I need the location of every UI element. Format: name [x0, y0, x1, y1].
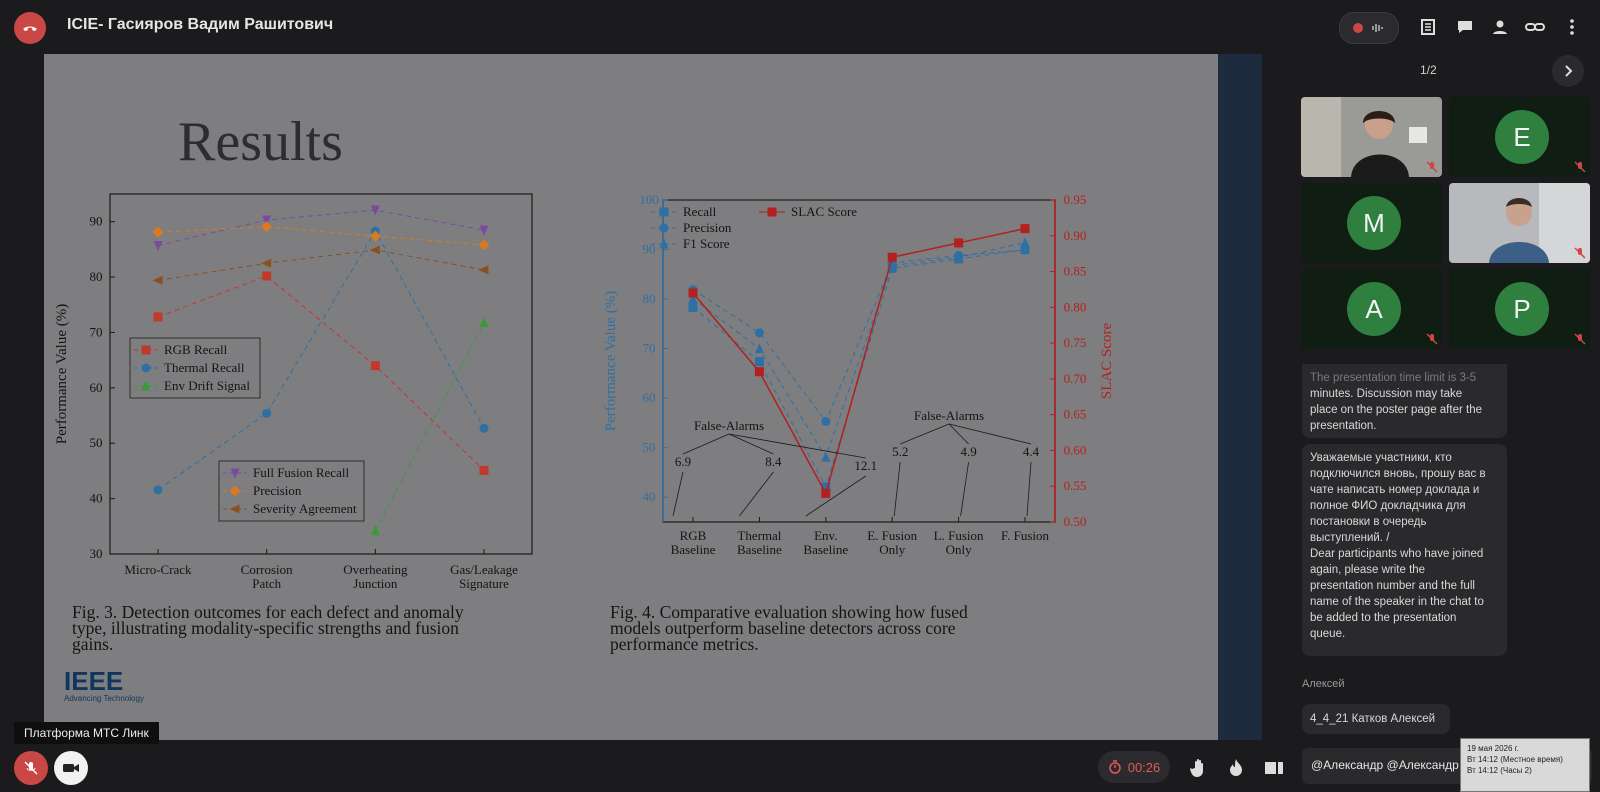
raise-hand-icon[interactable] [1186, 755, 1212, 781]
annotation-value: 12.1 [854, 458, 878, 473]
reactions-icon[interactable] [1223, 755, 1249, 781]
chat-line: 4_4_21 Катков Алексей [1310, 713, 1436, 725]
y-tick-label: 90 [89, 213, 103, 229]
tooltip-line: Вт 14:12 (Местное время) [1467, 755, 1563, 764]
x-tick-label: L. Fusion [933, 528, 984, 543]
y2-tick-label: 0.65 [1063, 406, 1087, 422]
data-point [261, 259, 271, 268]
data-point [755, 343, 764, 353]
data-point [755, 367, 764, 376]
participant-tile[interactable] [1301, 97, 1442, 177]
annotation-arrow [729, 434, 866, 458]
caption-line: performance metrics. [610, 634, 759, 654]
y2-tick-label: 0.70 [1063, 370, 1087, 386]
data-point [821, 452, 830, 462]
y-tick-label: 60 [642, 390, 656, 406]
x-tick-label: Micro-Crack [124, 562, 192, 577]
fig3-caption [72, 604, 464, 652]
y-tick-label: 60 [89, 379, 103, 395]
data-point [480, 226, 489, 236]
annotation-value: 8.4 [765, 454, 782, 469]
chat-message [1302, 364, 1507, 438]
data-point [371, 361, 380, 370]
data-point [1021, 237, 1030, 247]
series-line [375, 322, 484, 530]
chat-line: Dear participants who have joined [1310, 548, 1484, 560]
chat-line: выступлений. / [1310, 532, 1390, 544]
y2-tick-label: 0.55 [1063, 478, 1087, 494]
series-line [693, 250, 1025, 421]
annotation-arrow [961, 462, 969, 516]
chat-input-value: @Александр @Александр [1311, 758, 1459, 772]
annotation-value: 4.9 [960, 444, 977, 459]
chat-line: place on the poster page after the [1310, 404, 1482, 416]
chat-author: Алексей [1302, 678, 1345, 690]
data-point [755, 357, 764, 366]
legend-marker [142, 364, 151, 373]
camera-toggle-button[interactable] [54, 751, 88, 785]
series-line [158, 250, 484, 280]
legend-marker [142, 346, 151, 355]
data-point [479, 265, 489, 274]
shared-screen [44, 54, 1262, 740]
y2-tick-label: 0.80 [1063, 299, 1087, 315]
recording-indicator[interactable] [1339, 12, 1399, 44]
legend-label: Env Drift Signal [164, 378, 250, 393]
ieee-logo-text: IEEE [64, 666, 124, 696]
participant-tile[interactable] [1449, 183, 1590, 263]
y2-tick-label: 0.50 [1063, 514, 1087, 529]
chat-line: name of the speaker in the chat to [1310, 596, 1484, 608]
data-point [262, 409, 271, 418]
annotation-arrow [1027, 462, 1031, 516]
legend-label: Precision [253, 483, 302, 498]
caption-line: gains. [72, 634, 114, 654]
y-tick-label: 50 [89, 435, 103, 451]
data-point [689, 303, 698, 312]
x-tick-label: Baseline [737, 542, 782, 557]
data-point [153, 276, 163, 285]
datetime-tooltip [1460, 738, 1590, 792]
avatar: P [1495, 282, 1549, 336]
data-point [261, 221, 272, 232]
caption-line: Fig. 3. Detection outcomes for each defect and anomaly [72, 602, 464, 622]
chat-line: queue. [1310, 628, 1346, 640]
y2-tick-label: 0.90 [1063, 227, 1087, 243]
legend-label: Precision [683, 220, 732, 235]
participant-tile[interactable] [1449, 269, 1590, 349]
annotation-arrow [729, 434, 773, 454]
next-page-button[interactable] [1552, 55, 1584, 87]
x-tick-label: Baseline [803, 542, 849, 557]
x-tick-label: Signature [459, 576, 509, 591]
y2-tick-label: 0.75 [1063, 335, 1087, 351]
legend-label: Thermal Recall [164, 360, 245, 375]
participant-tile[interactable] [1301, 183, 1442, 263]
phone-hangup-icon [21, 19, 39, 37]
avatar: M [1347, 196, 1401, 250]
data-point [480, 466, 489, 475]
data-point [1021, 224, 1030, 233]
annotation-arrow [894, 462, 900, 516]
mic-muted-icon [1426, 333, 1438, 345]
ieee-logo [64, 666, 144, 703]
caption-line: Fig. 4. Comparative evaluation showing how fused [610, 602, 968, 622]
chat-line: чате написать номер доклада и [1310, 484, 1480, 496]
timer-value: 00:26 [1127, 759, 1161, 775]
camera-icon [62, 761, 80, 775]
x-tick-label: RGB [679, 528, 707, 543]
y-tick-label: 100 [639, 192, 659, 207]
conference-title: ICIE- Гасияров Вадим Рашитович [67, 16, 334, 33]
fig3-chart [44, 184, 564, 604]
legend-marker [230, 486, 241, 497]
top-bar [0, 0, 1600, 52]
chat-line: Уважаемые участники, кто [1310, 452, 1452, 464]
data-point [153, 227, 164, 238]
x-tick-label: F. Fusion [1000, 528, 1050, 543]
legend-label: Full Fusion Recall [253, 465, 350, 480]
data-point [370, 245, 380, 254]
participant-tile[interactable] [1301, 269, 1442, 349]
audio-wave-icon [1371, 21, 1385, 35]
chat-line: The presentation time limit is 3-5 [1310, 372, 1477, 384]
layout-icon[interactable] [1261, 755, 1287, 781]
y2-tick-label: 0.85 [1063, 263, 1087, 279]
annotation-value: 4.4 [1022, 444, 1040, 459]
caption-line: models outperform baseline detectors across core [610, 618, 956, 638]
y2-axis-label: SLAC Score [1099, 322, 1115, 400]
x-tick-label: Gas/Leakage [450, 562, 518, 577]
participant-tile[interactable] [1449, 97, 1590, 177]
chat-message [1302, 704, 1450, 734]
annotation-arrow [949, 424, 1031, 444]
slide-title: Results [178, 111, 343, 173]
mic-muted-icon [1426, 161, 1438, 173]
chat-line: again, please write the [1310, 564, 1426, 576]
x-tick-label: Env. [814, 528, 838, 543]
data-point [480, 317, 489, 327]
notes-icon[interactable] [1416, 15, 1440, 39]
stopwatch-icon [1108, 760, 1122, 774]
chevron-right-icon [1563, 65, 1573, 77]
x-tick-label: Thermal [737, 528, 782, 543]
x-tick-label: Junction [353, 576, 398, 591]
tooltip-line: Вт 14:12 (Часы 2) [1467, 766, 1532, 775]
legend-label: Recall [683, 204, 717, 219]
annotation-arrow [806, 476, 866, 516]
x-tick-label: Only [879, 542, 906, 557]
chat-message [1302, 444, 1507, 656]
leave-call-button[interactable] [14, 12, 46, 44]
fig4-caption [610, 604, 968, 652]
y-tick-label: 30 [89, 546, 103, 561]
caption-line: type, illustrating modality-specific strengths and fusion [72, 618, 459, 638]
participants-icon[interactable] [1488, 15, 1512, 39]
chat-line: minutes. Discussion may take [1310, 388, 1463, 400]
y-tick-label: 70 [642, 340, 656, 356]
link-icon[interactable] [1523, 15, 1547, 39]
annotation-arrow [683, 434, 729, 454]
data-point [755, 328, 764, 337]
data-point [262, 271, 271, 280]
y2-tick-label: 0.95 [1063, 192, 1087, 207]
legend-marker [660, 208, 669, 217]
annotation-arrow [900, 424, 949, 444]
chat-line: be added to the presentation [1310, 612, 1457, 624]
legend-marker [230, 505, 240, 514]
x-tick-label: E. Fusion [867, 528, 918, 543]
legend-label: RGB Recall [164, 342, 228, 357]
y-tick-label: 70 [89, 324, 103, 340]
chat-line: presentation number and the full [1310, 580, 1475, 592]
mic-muted-icon [1574, 247, 1586, 259]
y-tick-label: 40 [642, 489, 656, 505]
data-point [821, 417, 830, 426]
data-point [371, 525, 380, 535]
annotation-arrow [673, 472, 683, 516]
y-axis-label: Performance Value (%) [603, 290, 619, 432]
record-dot-icon [1353, 23, 1363, 33]
y-tick-label: 80 [89, 269, 103, 285]
data-point [480, 424, 489, 433]
participant-video [1449, 183, 1590, 263]
chat-line: постановки в очередь [1310, 516, 1427, 528]
page-indicator: 1/2 [1420, 63, 1437, 77]
data-point [154, 241, 163, 251]
speaking-timer[interactable] [1098, 751, 1170, 783]
y-axis-label: Performance Value (%) [54, 303, 70, 445]
data-point [154, 485, 163, 494]
annotation-arrow [949, 424, 969, 444]
tooltip-line: 19 мая 2026 г. [1467, 744, 1519, 753]
more-options-icon[interactable] [1560, 15, 1584, 39]
annotation-value: 5.2 [892, 444, 909, 459]
chat-line: подключился вновь, прошу вас в [1310, 468, 1486, 480]
annotation-label: False-Alarms [913, 408, 985, 423]
data-point [689, 289, 698, 298]
legend-marker [660, 224, 669, 233]
legend-label: SLAC Score [791, 204, 858, 219]
mic-toggle-button[interactable] [14, 751, 48, 785]
legend-label: F1 Score [683, 236, 730, 251]
avatar: E [1495, 110, 1549, 164]
chat-line: presentation. [1310, 420, 1377, 432]
data-point [821, 489, 830, 498]
y-tick-label: 80 [642, 291, 656, 307]
data-point [954, 238, 963, 247]
avatar: A [1347, 282, 1401, 336]
ieee-tagline: Advancing Technology [64, 694, 144, 703]
mic-muted-icon [1574, 333, 1586, 345]
mic-muted-icon [1574, 161, 1586, 173]
y-tick-label: 40 [89, 490, 103, 506]
platform-label: Платформа МТС Линк [14, 722, 159, 744]
data-point [888, 253, 897, 262]
series-line [158, 210, 484, 245]
legend-label: Severity Agreement [253, 501, 357, 516]
annotation-value: 6.9 [674, 454, 692, 469]
legend-marker [768, 208, 777, 217]
data-point [479, 239, 490, 250]
presentation-slide [44, 54, 1218, 740]
y-tick-label: 90 [642, 241, 656, 257]
x-tick-label: Baseline [670, 542, 716, 557]
x-tick-label: Only [945, 542, 972, 557]
mic-off-icon [23, 760, 39, 776]
y2-tick-label: 0.60 [1063, 442, 1087, 458]
chat-line: полное ФИО докладчика для [1310, 500, 1466, 512]
x-tick-label: Corrosion [240, 562, 293, 577]
x-tick-label: Overheating [343, 562, 408, 577]
x-tick-label: Patch [252, 576, 282, 591]
annotation-arrow [739, 472, 773, 516]
fig4-chart [599, 184, 1119, 604]
annotation-label: False-Alarms [693, 418, 765, 433]
participant-video [1301, 97, 1442, 177]
chat-icon[interactable] [1453, 15, 1477, 39]
y-tick-label: 50 [642, 439, 656, 455]
data-point [154, 312, 163, 321]
series-line [158, 227, 484, 245]
